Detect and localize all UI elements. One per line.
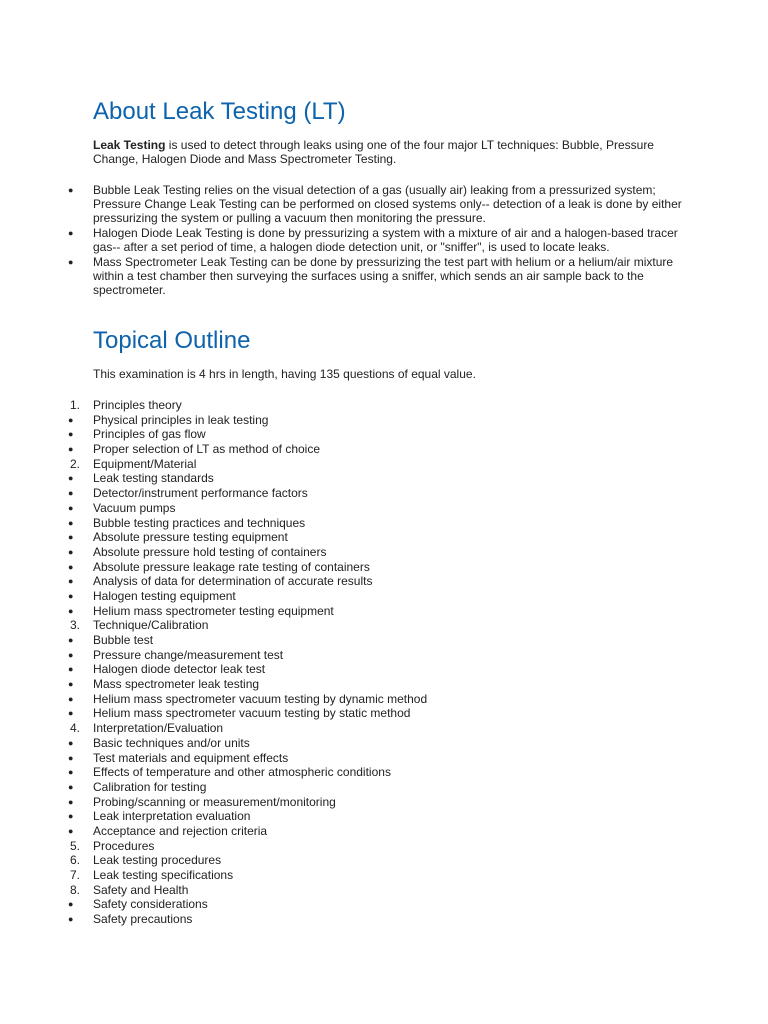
outline-item [0, 809, 768, 824]
bullet-marker: ● [68, 517, 74, 528]
list-item [0, 183, 683, 225]
outline-item [0, 780, 768, 795]
bullet-marker: ● [68, 502, 74, 513]
outline-item-text: Probing/scanning or measurement/monitoring [93, 794, 336, 809]
outline-item-text: Leak testing specifications [93, 868, 234, 882]
topical-outline-list [0, 398, 768, 927]
outline-item-text: Leak testing procedures [93, 853, 222, 868]
outline-item [0, 706, 768, 721]
outline-item [0, 721, 768, 736]
bullet-marker: ● [68, 429, 74, 440]
bullet-marker: ● [68, 737, 74, 748]
outline-item-text: Helium mass spectrometer testing equipment [93, 603, 334, 618]
outline-item [0, 883, 768, 898]
outline-item [0, 736, 768, 751]
bullet-marker: ● [68, 679, 74, 690]
outline-item-text: Absolute pressure testing equipment [93, 530, 288, 545]
outline-item-text: Safety and Health [93, 882, 189, 897]
outline-item-text: Mass spectrometer leak testing [93, 677, 260, 692]
outline-item-text: Effects of temperature and other atmospheric conditions [93, 765, 391, 780]
section-heading-about: About Leak Testing (LT) [93, 98, 346, 125]
outline-item-text: Vacuum pumps [93, 500, 176, 515]
list-item [0, 255, 683, 297]
outline-item [0, 486, 768, 501]
outline-item-text: Absolute pressure leakage rate testing of containers [93, 559, 370, 574]
outline-item [0, 574, 768, 589]
bullet-marker: ● [68, 473, 74, 484]
bullet-marker: ● [68, 576, 74, 587]
outline-item [0, 604, 768, 619]
outline-item [0, 795, 768, 810]
outline-number: 5. [70, 838, 81, 853]
outline-item-text: Acceptance and rejection criteria [93, 823, 268, 838]
outline-item-text: Equipment/Material [93, 456, 197, 471]
outline-item-text: Calibration for testing [93, 779, 207, 794]
outline-item-text: Test materials and equipment effects [93, 750, 289, 765]
outline-item-text: Halogen testing equipment [93, 588, 236, 603]
outline-item-text: Halogen diode detector leak test [93, 662, 266, 677]
outline-item-text: Bubble testing practices and techniques [93, 515, 306, 530]
outline-item [0, 824, 768, 839]
intro-text: is used to detect through leaks using one of the four major LT techniques: Bubble, Pressure Change, Halogen Diode and Mass Spectrometer Testing. [93, 138, 654, 166]
outline-item [0, 853, 768, 868]
outline-item [0, 897, 768, 912]
outline-number: 7. [70, 868, 81, 882]
outline-item [0, 618, 768, 633]
outline-item [0, 560, 768, 575]
outline-item [0, 839, 768, 854]
outline-number: 1. [70, 398, 81, 412]
outline-item-text: Helium mass spectrometer vacuum testing by dynamic method [93, 691, 428, 706]
list-item [0, 226, 683, 254]
bullet-marker: ● [68, 228, 74, 238]
bullet-marker: ● [68, 708, 74, 719]
bullet-marker: ● [68, 914, 74, 925]
outline-item-text: Basic techniques and/or units [93, 735, 250, 750]
outline-item-text: Pressure change/measurement test [93, 647, 284, 662]
bullet-marker: ● [68, 532, 74, 543]
bullet-marker: ● [68, 546, 74, 557]
outline-item-text: Bubble test [93, 633, 154, 647]
outline-item [0, 677, 768, 692]
outline-item-text: Principles of gas flow [93, 427, 206, 442]
outline-item [0, 545, 768, 560]
outline-item [0, 589, 768, 604]
outline-item [0, 868, 768, 883]
exam-note: This examination is 4 hrs in length, having 135 questions of equal value. [93, 367, 476, 381]
bullet-marker: ● [68, 185, 74, 195]
outline-item [0, 427, 768, 442]
bullet-marker: ● [68, 590, 74, 601]
outline-item [0, 765, 768, 780]
bullet-marker: ● [68, 752, 74, 763]
outline-item-text: Leak testing standards [93, 471, 214, 486]
outline-item-text: Proper selection of LT as method of choice [93, 442, 321, 457]
bullet-marker: ● [68, 444, 74, 455]
outline-item [0, 912, 768, 927]
bullet-marker: ● [68, 561, 74, 572]
outline-item [0, 692, 768, 707]
bullet-marker: ● [68, 781, 74, 792]
outline-item-text: Safety precautions [93, 912, 193, 927]
bullet-marker: ● [68, 693, 74, 704]
outline-number: 4. [70, 721, 81, 736]
outline-item [0, 648, 768, 663]
bullet-marker: ● [68, 825, 74, 836]
outline-item-text: Safety considerations [93, 897, 208, 912]
outline-item-text: Leak interpretation evaluation [93, 809, 251, 824]
outline-item [0, 662, 768, 677]
outline-item [0, 516, 768, 531]
intro-paragraph [93, 138, 683, 166]
outline-item-text: Technique/Calibration [93, 618, 209, 633]
outline-item [0, 398, 768, 413]
outline-number: 6. [70, 853, 81, 868]
outline-item-text: Analysis of data for determination of accurate results [93, 574, 373, 589]
outline-item-text: Helium mass spectrometer vacuum testing by static method [93, 706, 411, 721]
bullet-marker: ● [68, 811, 74, 822]
bullet-marker: ● [68, 257, 74, 267]
bullet-marker: ● [68, 635, 74, 645]
outline-item-text: Interpretation/Evaluation [93, 721, 224, 736]
bullet-marker: ● [68, 664, 74, 675]
bullet-marker: ● [68, 414, 74, 425]
outline-number: 8. [70, 882, 81, 897]
outline-number: 2. [70, 456, 81, 471]
outline-item-text: Physical principles in leak testing [93, 412, 269, 427]
outline-item [0, 442, 768, 457]
bullet-marker: ● [68, 796, 74, 807]
bullet-marker: ● [68, 605, 74, 616]
outline-item [0, 471, 768, 486]
outline-item [0, 633, 768, 648]
section-heading-outline: Topical Outline [93, 327, 251, 354]
bullet-marker: ● [68, 899, 74, 910]
bullet-marker: ● [68, 767, 74, 778]
outline-item [0, 501, 768, 516]
technique-bullet-list [0, 183, 768, 298]
outline-item [0, 751, 768, 766]
outline-item-text: Procedures [93, 838, 155, 853]
intro-term: Leak Testing [93, 138, 166, 152]
outline-item [0, 530, 768, 545]
list-item-text: Bubble Leak Testing relies on the visual detection of a gas (usually air) leaking from a pressurized system; Pressure Change Leak Testing can be performed on closed systems only-- detection of a leak is done by either pressurizing the system or pulling a vacuum then monitoring the pressure. [93, 183, 682, 225]
bullet-marker: ● [68, 488, 74, 499]
list-item-text: Mass Spectrometer Leak Testing can be done by pressurizing the test part with helium or a helium/air mixture within a test chamber then surveying the surfaces using a sniffer, which sends an air sample back to the spectrometer. [93, 255, 674, 297]
outline-item [0, 457, 768, 472]
list-item-text: Halogen Diode Leak Testing is done by pressurizing a system with a mixture of air and a halogen-based tracer gas-- after a set period of time, a halogen diode detection unit, or "sniffer", is used to locate leaks. [93, 226, 678, 254]
outline-item-text: Absolute pressure hold testing of containers [93, 544, 327, 559]
outline-item [0, 413, 768, 428]
outline-number: 3. [70, 618, 81, 633]
outline-item-text: Detector/instrument performance factors [93, 486, 308, 501]
bullet-marker: ● [68, 649, 74, 660]
outline-item-text: Principles theory [93, 398, 182, 412]
